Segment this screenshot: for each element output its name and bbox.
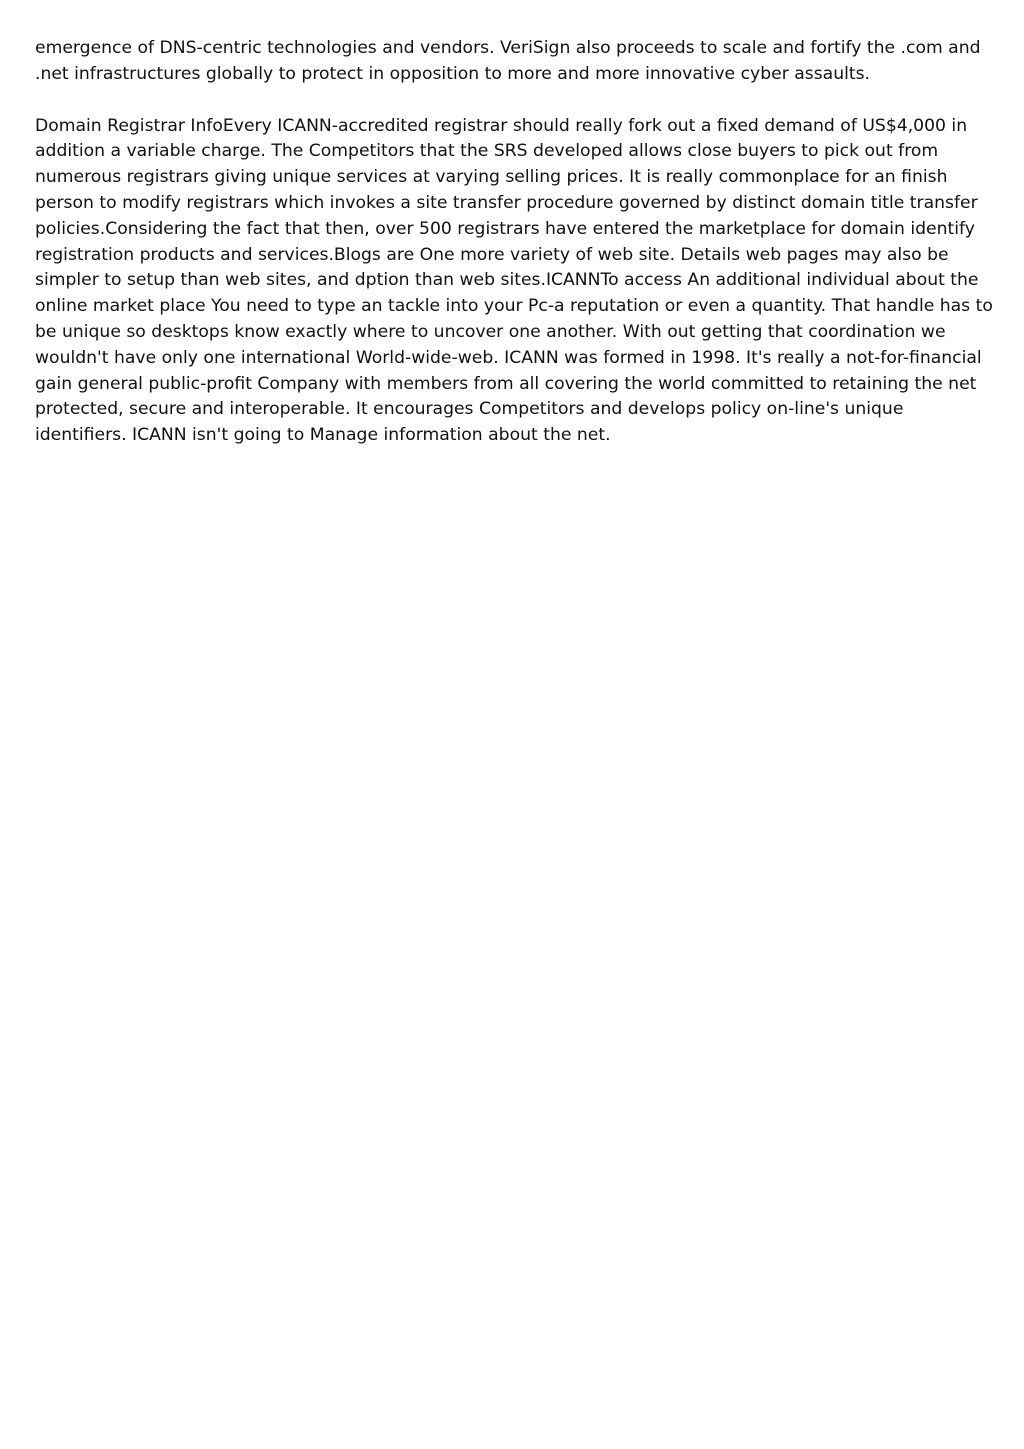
- document-body: [35, 36, 993, 449]
- paragraph-verisign: emergence of DNS-centric technologies and vendors. VeriSign also proceeds to scale and fortify the .com and .net infrastructures globally to protect in opposition to more and more innovative cyber assaults.: [35, 38, 981, 84]
- paragraph-domain-registrar-info: Domain Registrar InfoEvery ICANN-accredited registrar should really fork out a fixed demand of US$4,000 in addition a variable charge. The Competitors that the SRS developed allows close buyers to pick out from numerous registrars giving unique services at varying selling prices. It is really commonplace for an finish person to modify registrars which invokes a site transfer procedure governed by distinct domain title transfer policies.Considering the fact that then, over 500 registrars have entered the marketplace for domain identify registration products and services.Blogs are One more variety of web site. Details web pages may also be simpler to setup than web sites, and dption than web sites.ICANNTo access An additional individual about the online market place You need to type an tackle into your Pc-a reputation or even a quantity. That handle has to be unique so desktops know exactly where to uncover one another. With out getting that coordination we wouldn't have only one international World-wide-web. ICANN was formed in 1998. It's really a not-for-financial gain general public-profit Company with members from all covering the world committed to retaining the net protected, secure and interoperable. It encourages Competitors and develops policy on-line's unique identifiers. ICANN isn't going to Manage information about the net.: [35, 115, 993, 446]
